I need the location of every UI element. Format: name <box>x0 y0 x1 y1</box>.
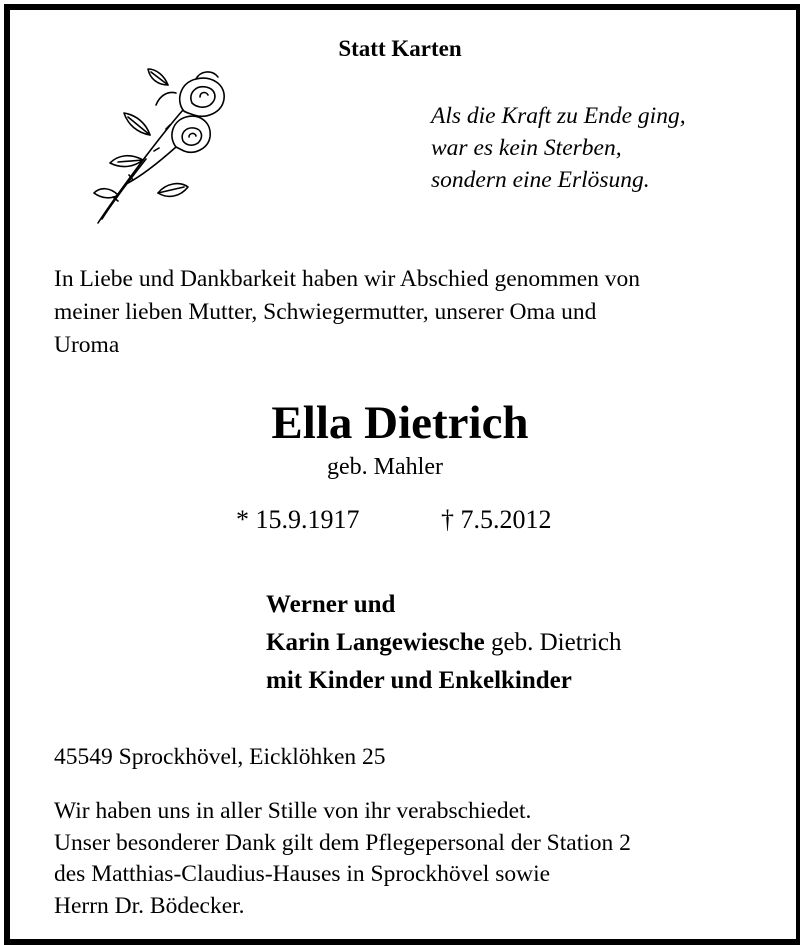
mourner-line: Werner und <box>266 591 396 618</box>
closing-text <box>54 796 789 922</box>
address: 45549 Sprockhövel, Eicklöhken 25 <box>54 744 386 770</box>
motto-verse <box>431 100 771 196</box>
birth-date: * 15.9.1917 <box>236 505 360 534</box>
closing-line: Unser besonderer Dank gilt dem Pflegepersonal der Station 2 <box>54 829 631 856</box>
mourner-maiden-name: geb. Dietrich <box>484 629 622 656</box>
rose-icon <box>88 65 236 225</box>
maiden-name: geb. Mahler <box>327 454 443 480</box>
intro-line: meiner lieben Mutter, Schwiegermutter, unserer Oma und <box>54 299 597 325</box>
intro-line: In Liebe und Dankbarkeit haben wir Abschied genommen von <box>54 266 641 292</box>
closing-line: Herrn Dr. Bödecker. <box>54 892 245 919</box>
motto-line: Als die Kraft zu Ende ging, <box>431 103 686 129</box>
closing-line: Wir haben uns in aller Stille von ihr verabschiedet. <box>54 798 532 824</box>
notice-heading: Statt Karten <box>338 36 462 61</box>
motto-line: war es kein Sterben, <box>431 135 622 161</box>
motto-line: sondern eine Erlösung. <box>431 167 650 193</box>
death-date: † 7.5.2012 <box>441 505 552 534</box>
mourner-line <box>266 624 786 662</box>
closing-line: des Matthias-Claudius-Hauses in Sprockhövel sowie <box>54 861 551 887</box>
obituary-notice <box>4 4 800 945</box>
mourner-line: mit Kinder und Enkelkinder <box>266 667 572 694</box>
intro-line: Uroma <box>54 332 120 358</box>
mourner-name: Karin Langewiesche <box>266 629 485 656</box>
mourners-block <box>266 586 786 700</box>
intro-text <box>54 263 789 362</box>
deceased-name: Ella Dietrich <box>271 397 529 449</box>
life-dates <box>236 505 552 535</box>
